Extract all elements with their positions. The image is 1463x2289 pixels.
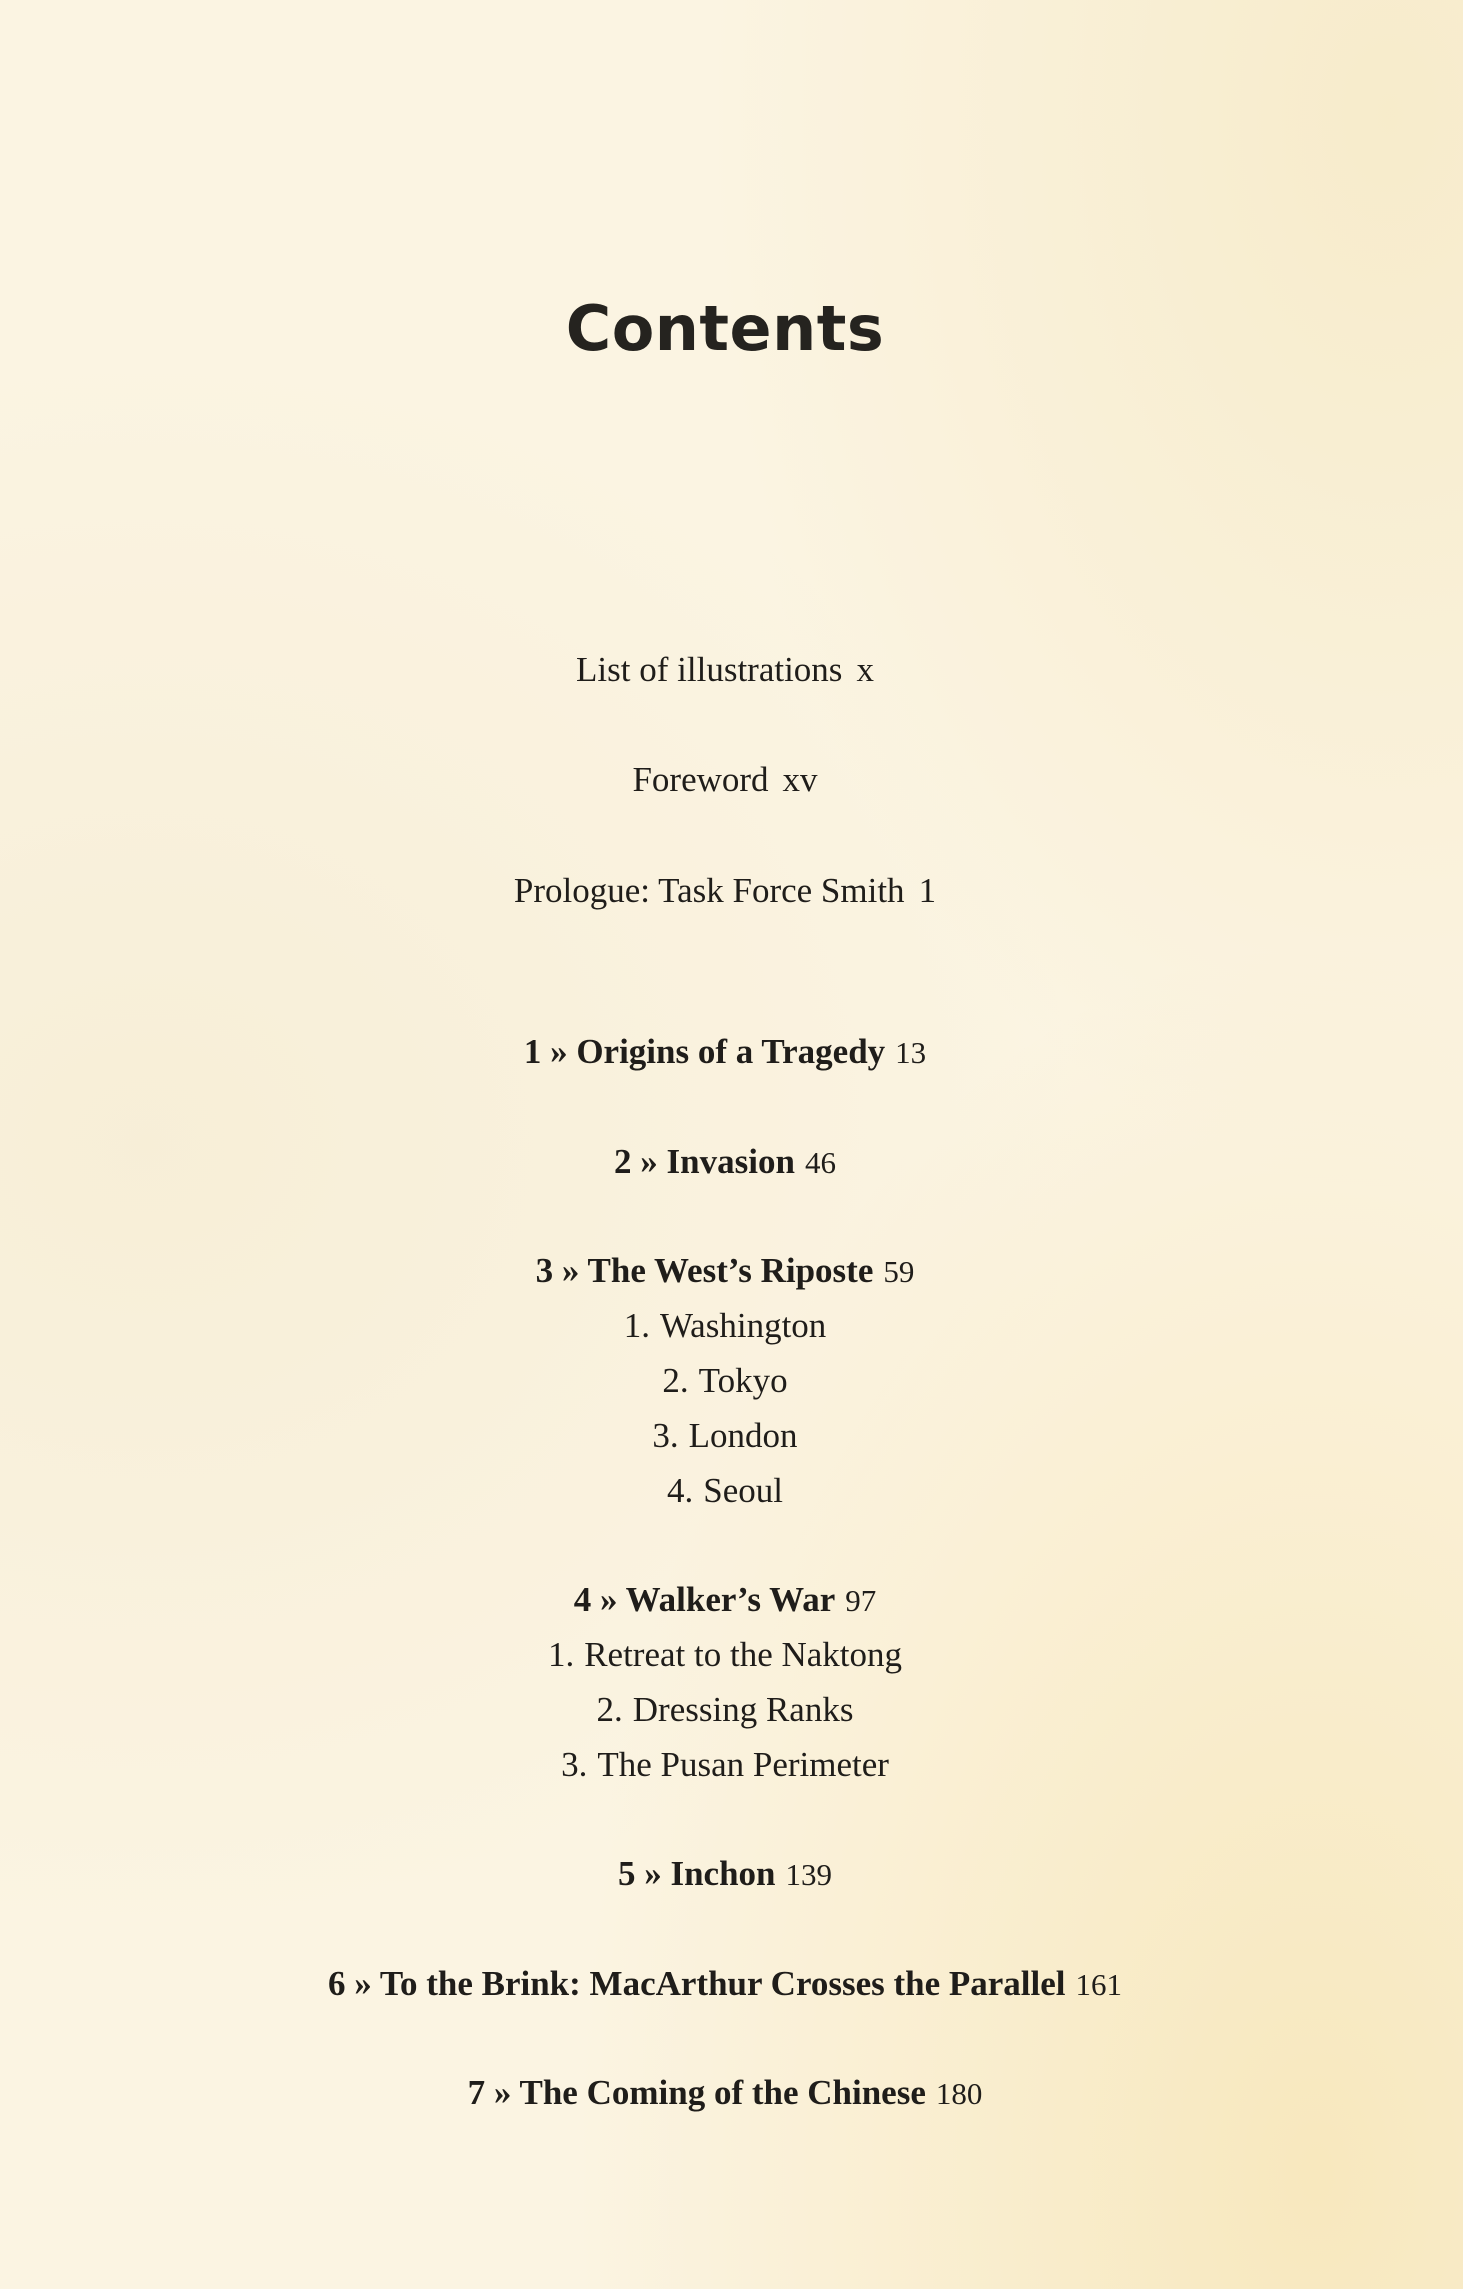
toc-chapter-5 bbox=[0, 1854, 1450, 1895]
chapter-title: 7 » The Coming of the Chinese bbox=[467, 2073, 926, 2112]
chapter-page: 139 bbox=[785, 1857, 833, 1892]
toc-chapter-6 bbox=[0, 1964, 1450, 2005]
chapter-page: 59 bbox=[883, 1254, 915, 1289]
page-title: Contents bbox=[565, 292, 885, 365]
section-number: 3. bbox=[561, 1745, 588, 1784]
chapter-title: 1 » Origins of a Tragedy bbox=[523, 1032, 886, 1071]
section-title: The Pusan Perimeter bbox=[597, 1745, 889, 1784]
toc-entry-label: Foreword bbox=[632, 760, 769, 799]
chapter-page: 13 bbox=[895, 1035, 927, 1070]
chapter-title: 3 » The West’s Riposte bbox=[535, 1251, 874, 1290]
toc-entry-page: xv bbox=[782, 760, 818, 799]
section-number: 1. bbox=[547, 1635, 575, 1674]
chapter-title: 4 » Walker’s War bbox=[573, 1580, 836, 1619]
toc-entry-page: 1 bbox=[918, 871, 937, 910]
toc-section bbox=[0, 1745, 1450, 1785]
toc-entry-label: List of illustrations bbox=[576, 650, 843, 689]
toc-section bbox=[0, 1416, 1450, 1456]
section-title: Seoul bbox=[703, 1471, 783, 1510]
section-title: Dressing Ranks bbox=[632, 1690, 854, 1729]
toc-chapter-1 bbox=[0, 1032, 1450, 1073]
section-title: Washington bbox=[659, 1306, 827, 1345]
chapter-page: 46 bbox=[804, 1145, 836, 1180]
chapter-page: 97 bbox=[845, 1583, 877, 1618]
toc-entry-prologue bbox=[0, 871, 1450, 911]
chapter-title: 5 » Inchon bbox=[617, 1854, 776, 1893]
chapter-title: 2 » Invasion bbox=[614, 1142, 795, 1181]
toc-chapter-2 bbox=[0, 1142, 1450, 1183]
section-title: London bbox=[688, 1416, 798, 1455]
toc-entry-page: x bbox=[856, 650, 874, 689]
section-number: 3. bbox=[652, 1416, 679, 1455]
toc-chapter-7 bbox=[0, 2073, 1450, 2114]
toc-section bbox=[0, 1361, 1450, 1401]
section-number: 1. bbox=[623, 1306, 650, 1345]
toc-entry-label: Prologue: Task Force Smith bbox=[513, 871, 905, 910]
chapter-title: 6 » To the Brink: MacArthur Crosses the Parallel bbox=[327, 1964, 1066, 2003]
toc-section bbox=[0, 1306, 1450, 1346]
chapter-page: 180 bbox=[935, 2076, 983, 2111]
toc-entry-list-of-illustrations bbox=[0, 650, 1450, 690]
toc-section bbox=[0, 1690, 1450, 1730]
toc-chapter-3 bbox=[0, 1251, 1450, 1292]
toc-chapter-4 bbox=[0, 1580, 1450, 1621]
toc-entry-foreword bbox=[0, 760, 1450, 800]
chapter-page: 161 bbox=[1075, 1967, 1123, 2002]
section-number: 4. bbox=[667, 1471, 694, 1510]
section-number: 2. bbox=[662, 1361, 689, 1400]
toc-section bbox=[0, 1471, 1450, 1511]
toc-section bbox=[0, 1635, 1450, 1675]
section-number: 2. bbox=[596, 1690, 623, 1729]
section-title: Tokyo bbox=[698, 1361, 788, 1400]
section-title: Retreat to the Naktong bbox=[584, 1635, 903, 1674]
